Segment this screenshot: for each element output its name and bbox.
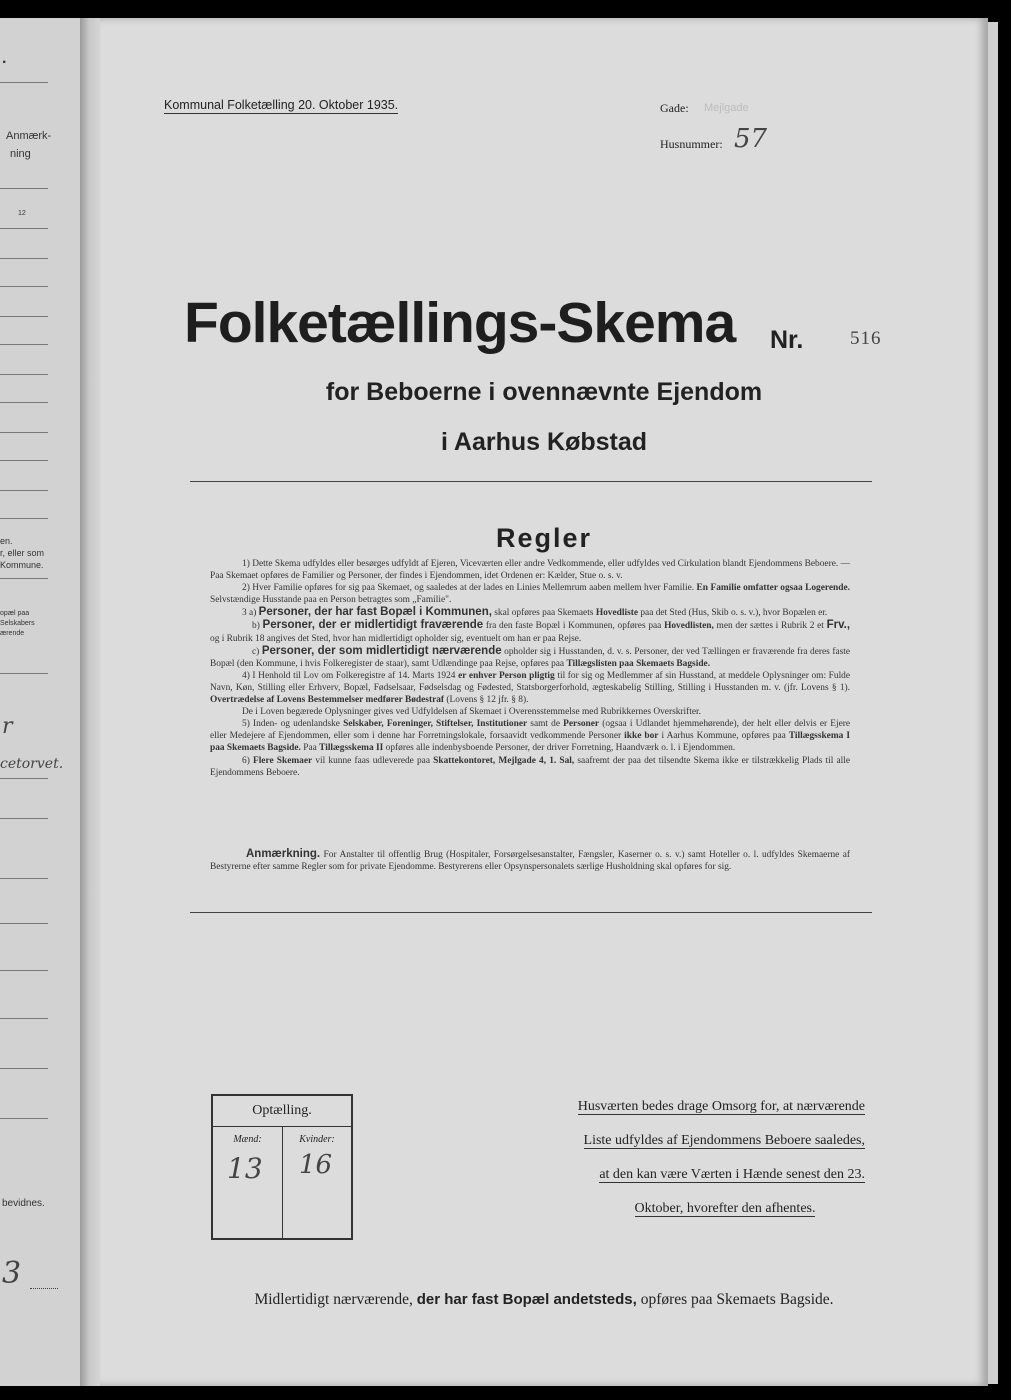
facing-fragment-6: ærende bbox=[0, 630, 25, 637]
title-divider bbox=[190, 481, 872, 482]
rule-6: 6) Flere Skemaer vil kunne faas udleverede paa Skattekontoret, Mejlgade 4, 1. Sal, saafremt der paa det tilsendte Skema ikke er tilstrækkelig Plads til alle Ejendommens Beboere. bbox=[210, 755, 851, 778]
facing-handwriting-2: cetorvet. bbox=[0, 756, 64, 772]
women-label: Kvinder: bbox=[299, 1134, 335, 1145]
rule-3b: b) Personer, der er midlertidigt fraværende fra den faste Bopæl i Kommunen, opføres paa Hovedlisten, men der sættes i Rubrik 2 et Frv., og i Rubrik 18 angives det Sted, hvor han midlertidigt opholder sig, eventuelt om han er paa Rejse. bbox=[210, 619, 851, 644]
rule-2: 2) Hver Familie opføres for sig paa Skemaet, og saaledes at der lades en Linies Mellemrum aaben mellem hver Familie. En Familie omfatter ogsaa Logerende. Selvstændige Husstande paa en Person betragtes som „Familie". bbox=[210, 583, 850, 606]
gade-value: Mejlgade bbox=[704, 102, 749, 114]
facing-fragment-3: Kommune. bbox=[0, 560, 44, 570]
facing-dot: . bbox=[2, 50, 7, 67]
rule-3a: 3 a) Personer, der har fast Bopæl i Kommunen, skal opføres paa Skemaets Hovedliste paa det Sted (Hus, Skib o. s. v.), hvor Bopælen er. bbox=[242, 606, 828, 619]
facing-fragment-5: Selskabers bbox=[0, 620, 35, 627]
page-edge bbox=[988, 22, 998, 1384]
subtitle-residents: for Beboerne i ovennævnte Ejendom bbox=[325, 378, 763, 406]
rules-text bbox=[210, 558, 850, 779]
rule-3c: c) Personer, der som midlertidigt nærværende opholder sig i Husstanden, d. v. s. Personer, der ved Tællingen er fraværende fra deres faste Bopæl (den Kommune, i hvis Folkeregister de staar), samt Udlændinge paa Rejse, opføres paa Tillægslisten paa Skemaets Bagside. bbox=[210, 644, 851, 669]
footer-part-1: Midlertidigt nærværende, bbox=[254, 1291, 413, 1308]
husnummer-value: 57 bbox=[734, 124, 768, 154]
host-notice bbox=[505, 1090, 865, 1226]
facing-col-number: 12 bbox=[18, 210, 26, 217]
book-gutter bbox=[80, 18, 100, 1386]
count-box bbox=[211, 1094, 353, 1240]
rules-heading: Regler bbox=[495, 523, 593, 553]
host-notice-line-1: Husværten bedes drage Omsorg for, at nærværende bbox=[577, 1099, 865, 1114]
rule-1: 1) Dette Skema udfyldes eller besørges udfyldt af Ejeren, Viceværten eller andre Vedkommende, eller udfyldes ved Cirkulation blandt Ejendommens Beboere. — Paa Skemaet opføres de Familier og Personer, der findes i Ejendommen, idet Ordenen er: Kælder, Stue o. s. v. bbox=[210, 559, 850, 582]
footer-part-3: opføres paa Skemaets Bagside. bbox=[640, 1291, 834, 1308]
host-notice-line-2: Liste udfyldes af Ejendommens Beboere saaledes, bbox=[583, 1133, 865, 1148]
footer-note bbox=[100, 1291, 988, 1309]
facing-fragment-4: opæl paa bbox=[0, 610, 30, 617]
facing-page bbox=[0, 18, 80, 1386]
count-box-title: Optælling. bbox=[213, 1096, 351, 1127]
form-number: 516 bbox=[850, 328, 882, 349]
husnummer-label: Husnummer: bbox=[660, 137, 723, 151]
men-label: Mænd: bbox=[233, 1134, 262, 1145]
facing-heading-1: Anmærk- bbox=[6, 130, 52, 142]
note-text: For Anstalter til offentlig Brug (Hospitaler, Forsørgelsesanstalter, Fængsler, Kaserner o. s. v.) samt Hoteller o. l. udfyldes Skemaerne af Bestyrerne efter samme Regler som for private Ejendomme. Bestyrerens eller Opsynspersonalets særlige Husholdning skal opføres for sig. bbox=[210, 850, 851, 873]
note-label: Anmærkning. bbox=[246, 848, 321, 860]
facing-fragment-7: bevidnes. bbox=[2, 1198, 45, 1209]
rule-4-note: De i Loven begærede Oplysninger gives ved Udfyldelsen af Skemaet i Overensstemmelse med Rubrikkernes Overskrifter. bbox=[242, 707, 701, 718]
facing-heading-2: ning bbox=[10, 148, 31, 160]
nr-label: Nr. bbox=[770, 326, 804, 354]
subtitle-city: i Aarhus Købstad bbox=[440, 428, 648, 456]
note-block bbox=[210, 848, 850, 873]
men-count: 13 bbox=[227, 1152, 263, 1185]
rule-5: 5) Inden- og udenlandske Selskaber, Foreninger, Stiftelser, Institutioner samt de Personer (ogsaa i Udlandet hjemmehørende), der helt eller delvis er Ejere eller Medejere af Ejendommen, eller som i denne har Forretningslokale, forsaavidt vedkommende Personer ikke bor i Aarhus Kommune, opføres paa Tillægsskema I paa Skemaets Bagside. Paa Tillægsskema II opføres alle indenbysboende Personer, der driver Forretning, Haandværk o. l. i Ejendommen. bbox=[210, 719, 851, 754]
form-title: Folketællings-Skema bbox=[184, 291, 736, 355]
facing-fragment-1: en. bbox=[0, 536, 13, 546]
census-title: Kommunal Folketælling 20. Oktober 1935. bbox=[164, 98, 399, 112]
rule-4: 4) I Henhold til Lov om Folkeregistre af 14. Marts 1924 er enhver Person pligtig til for sig og Medlemmer af sin Husstand, at meddele Oplysninger om: Fulde Navn, Køn, Stilling eller Erhverv, Bopæl, Fødselsaar, Fødselsdag og Fødested, Statsborgerforhold, ægteskabelig Stilling, Stilling i Husstanden m. v. (jfr. Lovens § 1). Overtrædelse af Lovens Bestemmelser medfører Bødestraf (Lovens § 12 jfr. § 8). bbox=[210, 670, 851, 706]
census-form-page bbox=[100, 18, 988, 1386]
footer-part-2: der har fast Bopæl andetsteds, bbox=[416, 1291, 637, 1308]
note-divider bbox=[190, 912, 872, 913]
host-notice-line-4: Oktober, hvorefter den afhentes. bbox=[634, 1201, 816, 1216]
host-notice-line-3: at den kan være Værten i Hænde senest den 23. bbox=[599, 1167, 865, 1182]
facing-handwriting-1: r bbox=[2, 714, 13, 739]
facing-fragment-2: r, eller som bbox=[0, 548, 45, 558]
facing-handwriting-3: 3 bbox=[2, 1256, 22, 1291]
women-count: 16 bbox=[299, 1150, 333, 1180]
gade-label: Gade: bbox=[660, 101, 689, 115]
